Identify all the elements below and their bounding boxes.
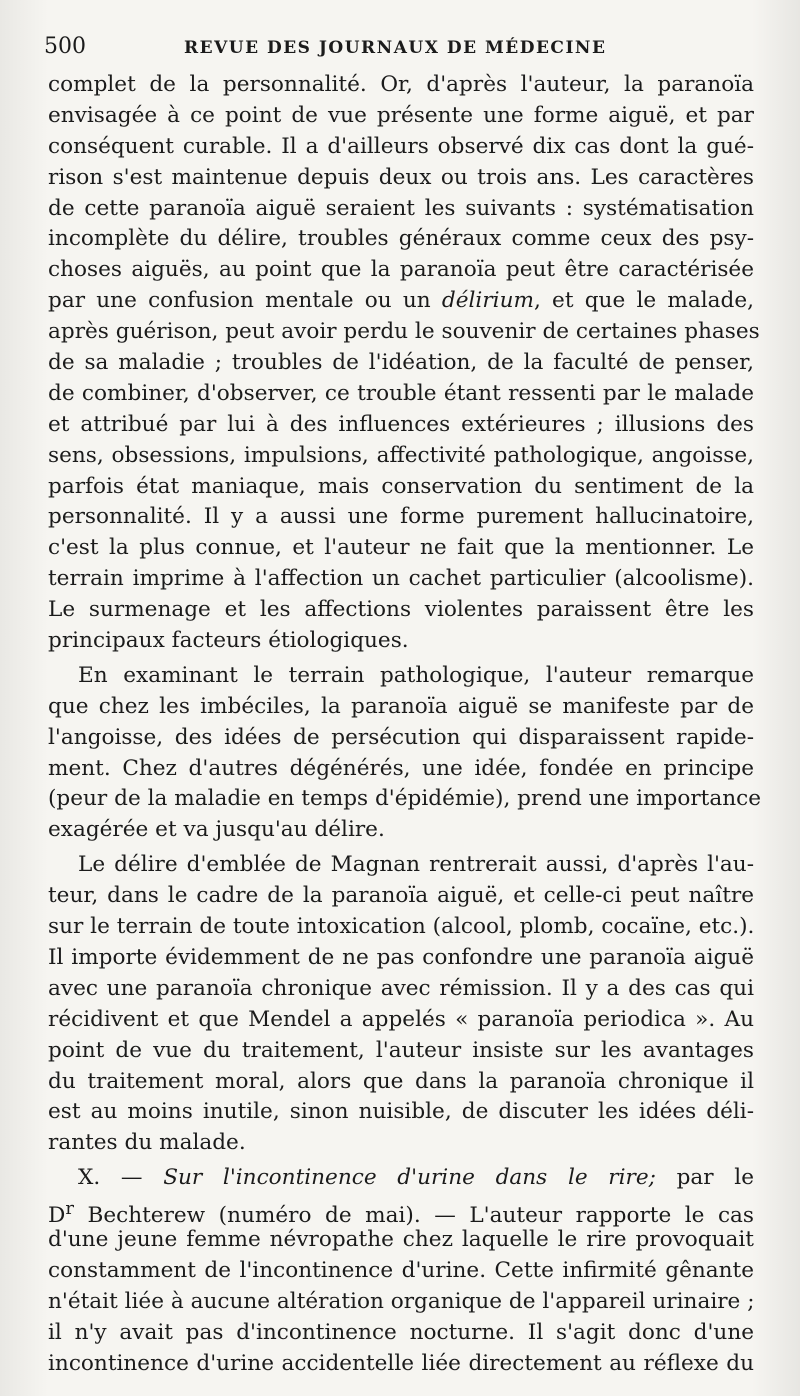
text-line: exagérée et va jusqu'au délire. <box>48 817 385 843</box>
text-line: ment. Chez d'autres dégénérés, une idée, fondée en principe <box>48 755 754 781</box>
text-line: c'est la plus connue, et l'auteur ne fait que la mentionner. Le <box>48 535 754 561</box>
italic-term: délirium <box>441 288 534 314</box>
author-abbrev: D <box>48 1203 66 1229</box>
text-run: par le <box>655 1165 754 1191</box>
text-line: sens, obsessions, impulsions, affectivité pathologique, angoisse, <box>48 442 754 468</box>
text-line: de sa maladie ; troubles de l'idéation, de la faculté de penser, <box>48 350 754 376</box>
text-line: constamment de l'incontinence d'urine. Cette infirmité gênante <box>48 1257 754 1283</box>
text-line: et attribué par lui à des influences extérieures ; illusions des <box>48 411 754 437</box>
text-line: Le délire d'emblée de Magnan rentrerait aussi, d'après l'au- <box>78 852 754 878</box>
text-line: principaux facteurs étiologiques. <box>48 628 409 654</box>
page-header <box>44 34 754 70</box>
section-title: Sur l'incontinence d'urine dans le rire; <box>163 1165 656 1191</box>
text-line: parfois état maniaque, mais conservation du sentiment de la <box>48 473 754 499</box>
text-line: personnalité. Il y a aussi une forme purement hallucinatoire, <box>48 504 754 530</box>
paragraph <box>48 1163 754 1379</box>
text-line <box>48 286 754 317</box>
text-line: de combiner, d'observer, ce trouble étant ressenti par le malade <box>48 380 754 406</box>
text-line: complet de la personnalité. Or, d'après l'auteur, la paranoïa <box>48 72 754 97</box>
text-line: Il importe évidemment de ne pas confondre une paranoïa aiguë <box>48 944 754 970</box>
text-line: n'était liée à aucune altération organique de l'appareil urinaire ; <box>48 1288 755 1314</box>
text-line: incomplète du délire, troubles généraux comme ceux des psy- <box>48 226 754 252</box>
paragraph <box>48 70 760 657</box>
page-number: 500 <box>44 34 86 59</box>
paragraph <box>48 661 762 846</box>
text-line: sur le terrain de toute intoxication (alcool, plomb, cocaïne, etc.). <box>48 914 755 940</box>
text-line: il n'y avait pas d'incontinence nocturne. Il s'agit donc d'une <box>48 1319 754 1345</box>
text-line: l'angoisse, des idées de persécution qui disparaissent rapide- <box>48 724 754 750</box>
text-line: récidivent et que Mendel a appelés « paranoïa periodica ». Au <box>48 1006 754 1032</box>
text-line: choses aiguës, au point que la paranoïa peut être caractérisée <box>48 257 754 283</box>
text-line: (peur de la maladie en temps d'épidémie), prend une importance <box>48 786 762 812</box>
text-line: teur, dans le cadre de la paranoïa aiguë, et celle-ci peut naître <box>48 883 754 909</box>
running-title: REVUE DES JOURNAUX DE MÉDECINE <box>184 38 607 58</box>
text-line: rantes du malade. <box>48 1130 246 1156</box>
text-line: avec une paranoïa chronique avec rémission. Il y a des cas qui <box>48 975 754 1001</box>
text-line: Le surmenage et les affections violentes paraissent être les <box>48 597 754 623</box>
text-line <box>48 1194 754 1229</box>
text-run: , et que le malade, <box>533 288 754 314</box>
text-run: par une confusion mentale ou un <box>48 288 431 314</box>
text-line: rison s'est maintenue depuis deux ou trois ans. Les caractères <box>48 164 754 190</box>
paragraph <box>48 850 754 1159</box>
text-line: incontinence d'urine accidentelle liée directement au réflexe du <box>48 1350 754 1376</box>
text-line: point de vue du traitement, l'auteur insiste sur les avantages <box>48 1037 754 1063</box>
text-line: d'une jeune femme névropathe chez laquelle le rire provoquait <box>48 1226 754 1252</box>
author-abbrev-sup: r <box>65 1198 74 1220</box>
text-line: est au moins inutile, sinon nuisible, de discuter les idées déli- <box>48 1099 754 1125</box>
text-line: terrain imprime à l'affection un cachet particulier (alcoolisme). <box>48 566 754 592</box>
text-line <box>48 1163 754 1194</box>
text-line: du traitement moral, alors que dans la paranoïa chronique il <box>48 1068 754 1094</box>
text-line: envisagée à ce point de vue présente une forme aiguë, et par <box>48 102 754 128</box>
text-line: que chez les imbéciles, la paranoïa aiguë se manifeste par de <box>48 693 754 719</box>
text-line: de cette paranoïa aiguë seraient les suivants : systématisation <box>48 195 754 221</box>
text-line: En examinant le terrain pathologique, l'auteur remarque <box>78 662 754 688</box>
text-run: Bechterew (numéro de mai). — L'auteur rapporte le cas <box>73 1203 754 1229</box>
section-marker: X. — <box>78 1165 164 1191</box>
text-line: conséquent curable. Il a d'ailleurs observé dix cas dont la gué- <box>48 133 754 159</box>
text-line: après guérison, peut avoir perdu le souvenir de certaines phases <box>48 319 760 345</box>
article-body <box>48 70 762 1379</box>
